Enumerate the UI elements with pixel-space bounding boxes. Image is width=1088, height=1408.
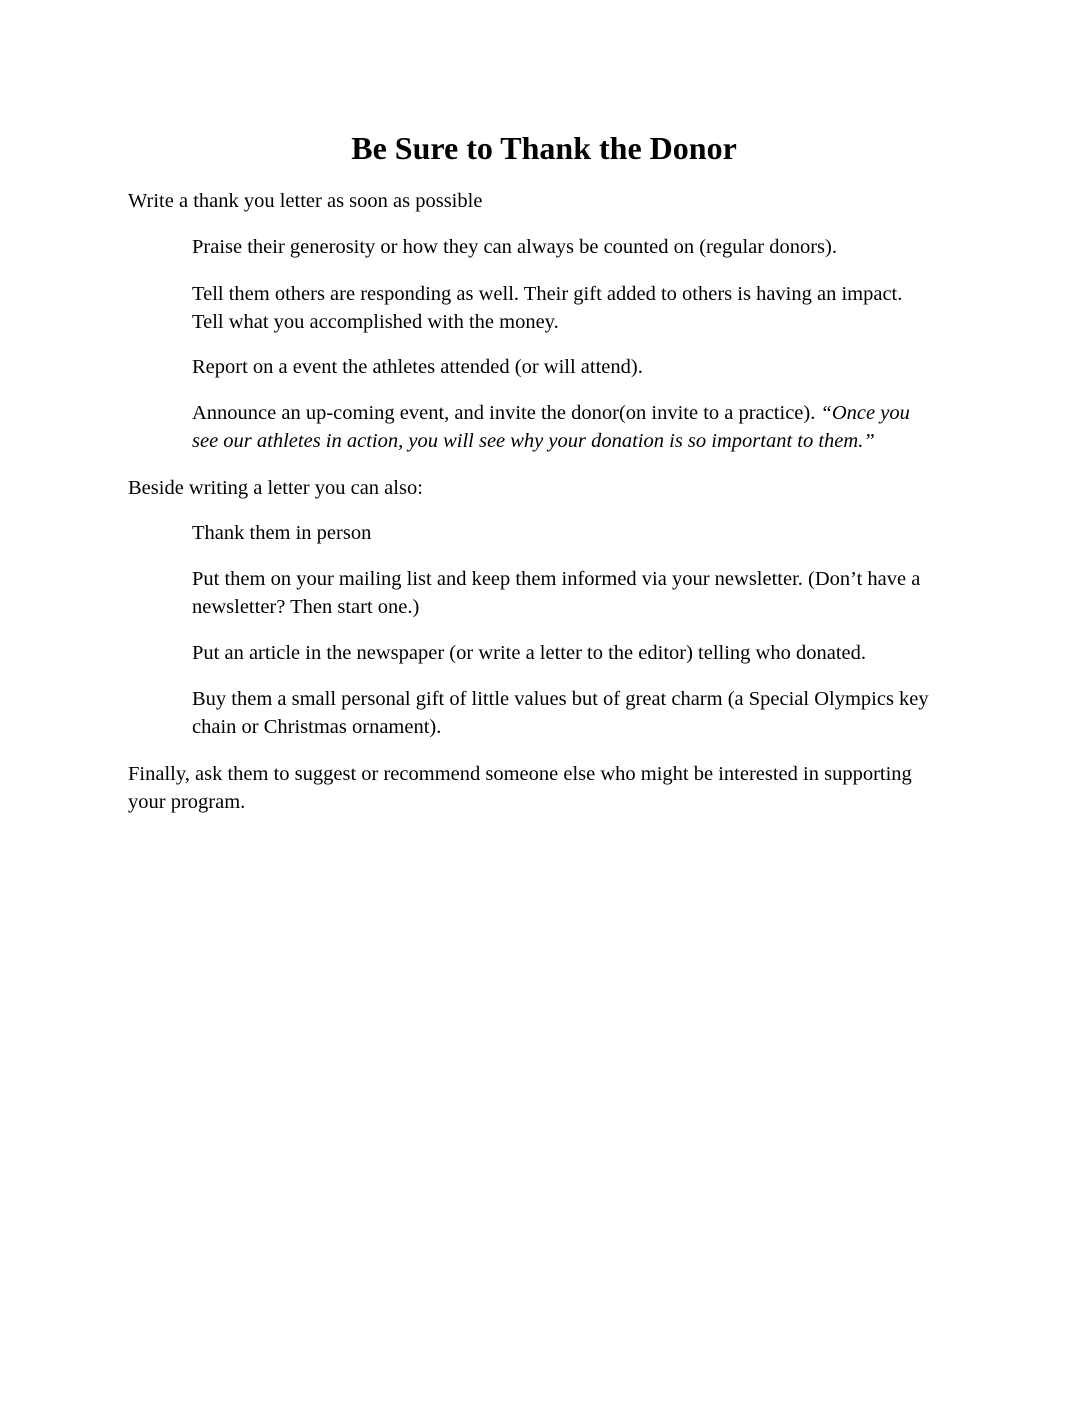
section-heading-thank-you-letter: Write a thank you letter as soon as possible	[128, 190, 483, 212]
list-item-line: Report on a event the athletes attended (or will attend).	[192, 356, 643, 378]
list-item-line	[192, 399, 910, 427]
closing-paragraph	[128, 760, 912, 816]
closing-line: your program.	[128, 791, 246, 813]
list-item-line: chain or Christmas ornament).	[192, 716, 442, 738]
list-item-line: Put an article in the newspaper (or write a letter to the editor) telling who donated.	[192, 642, 866, 664]
list-item-mailing-list	[192, 565, 920, 621]
announce-quote-end: see our athletes in action, you will see why your donation is so important to them.”	[192, 430, 875, 452]
page-title: Be Sure to Thank the Donor	[351, 130, 737, 166]
list-item-announce-event	[192, 399, 910, 455]
announce-text: Announce an up-coming event, and invite the donor(on invite to a practice).	[192, 402, 816, 424]
list-item-line: Tell what you accomplished with the money.	[192, 311, 559, 333]
list-item-line: Buy them a small personal gift of little values but of great charm (a Special Olympics key	[192, 688, 929, 710]
list-item-line: Thank them in person	[192, 522, 372, 544]
list-item-line: Put them on your mailing list and keep them informed via your newsletter. (Don’t have a	[192, 568, 921, 590]
list-item-thank-in-person	[192, 519, 371, 547]
list-item-personal-gift	[192, 685, 929, 741]
list-item-report-event	[192, 353, 643, 381]
announce-quote-start: “Once you	[820, 402, 910, 424]
list-item-line: newsletter? Then start one.)	[192, 596, 420, 618]
list-item-newspaper-article	[192, 639, 866, 667]
list-item-line: Tell them others are responding as well. Their gift added to others is having an impact.	[192, 283, 903, 305]
list-item-line: Praise their generosity or how they can always be counted on (regular donors).	[192, 236, 837, 258]
closing-line: Finally, ask them to suggest or recommend someone else who might be interested in supporting	[128, 763, 912, 785]
section-heading-other-ways: Beside writing a letter you can also:	[128, 477, 423, 499]
list-item-others-responding	[192, 280, 902, 336]
list-item-praise	[192, 233, 837, 261]
